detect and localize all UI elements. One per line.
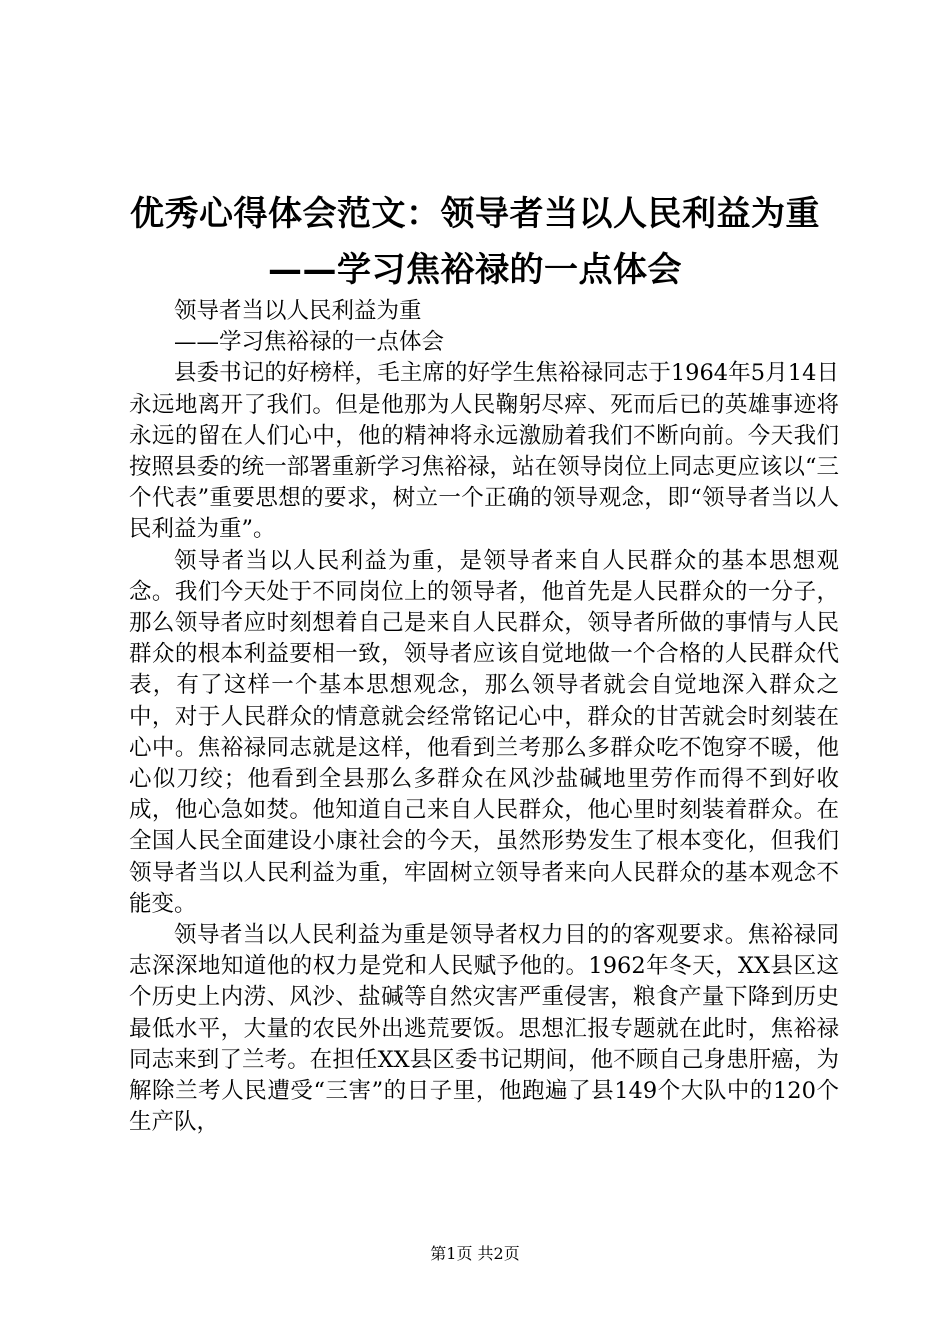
- page-footer: [0, 1243, 950, 1265]
- body-subheading-line: ——学习焦裕禄的一点体会: [174, 329, 445, 356]
- page-number: 第1页 共2页: [430, 1244, 520, 1263]
- body-heading-line: 领导者当以人民利益为重: [174, 298, 422, 324]
- body-paragraph: 领导者当以人民利益为重是领导者权力目的的客观要求。焦裕禄同志深深地知道他的权力是党和人民赋予他的。1962年冬天，XX县区这个历史上内涝、风沙、盐碱等自然灾害严重侵害，粮食产量下降到历史最低水平，大量的农民外出逃荒要饭。思想汇报专题就在此时，焦裕禄同志来到了兰考。在担任XX县区委书记期间，他不顾自己身患肝癌，为解除兰考人民遭受“三害”的日子里，他跑遍了县149个大队中的120个生产队，: [129, 922, 839, 1136]
- title-line-subtitle: ——学习焦裕禄的一点体会: [268, 250, 682, 290]
- body-paragraph: 领导者当以人民利益为重，是领导者来自人民群众的基本思想观念。我们今天处于不同岗位上的领导者，他首先是人民群众的一分子，那么领导者应时刻想着自己是来自人民群众，领导者所做的事情与人民群众的根本利益要相一致，领导者应该自觉地做一个合格的人民群众代表，有了这样一个基本思想观念，那么领导者就会自觉地深入群众之中，对于人民群众的情意就会经常铭记心中，群众的甘苦就会时刻装在心中。焦裕禄同志就是这样，他看到兰考那么多群众吃不饱穿不暖，他心似刀绞；他看到全县那么多群众在风沙盐碱地里劳作而得不到好收成，他心急如焚。他知道自己来自人民群众，他心里时刻装着群众。在全国人民全面建设小康社会的今天，虽然形势发生了根本变化，但我们领导者当以人民利益为重，牢固树立领导者来向人民群众的基本观念不能变。: [129, 547, 839, 917]
- body-paragraph: 县委书记的好榜样，毛主席的好学生焦裕禄同志于1964年5月14日永远地离开了我们。但是他那为人民鞠躬尽瘁、死而后已的英雄事迹将永远的留在人们心中，他的精神将永远激励着我们不断向前。今天我们按照县委的统一部署重新学习焦裕禄，站在领导岗位上同志更应该以“三个代表”重要思想的要求，树立一个正确的领导观念，即“领导者当以人民利益为重”。: [129, 360, 839, 543]
- document-title: [110, 186, 840, 298]
- document-body: [129, 296, 839, 1138]
- title-line-main: 优秀心得体会范文：领导者当以人民利益为重: [130, 194, 820, 234]
